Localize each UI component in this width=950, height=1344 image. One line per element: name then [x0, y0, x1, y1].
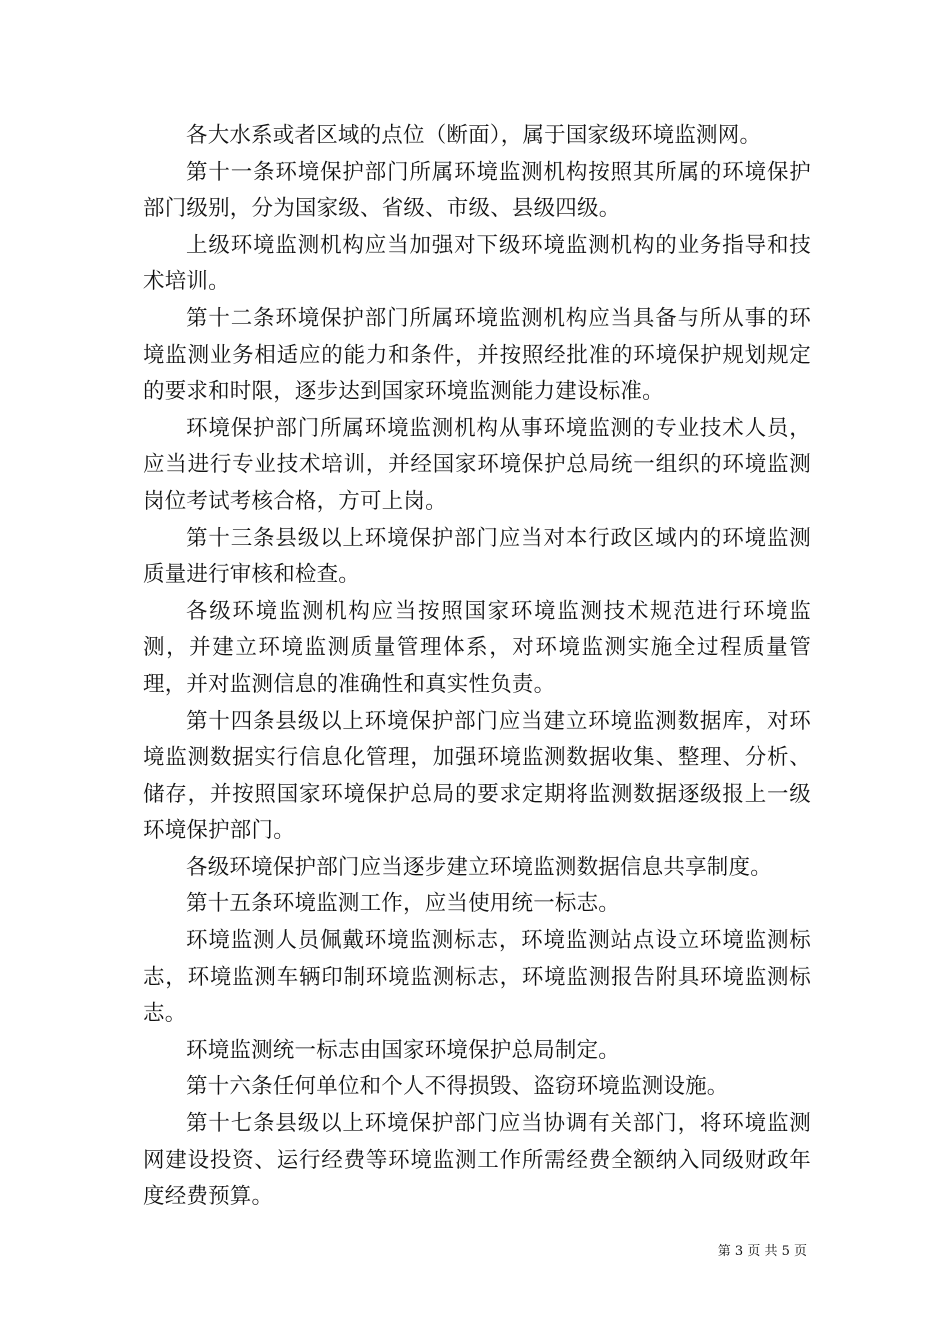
page-number-footer: 第 3 页 共 5 页: [717, 1244, 807, 1259]
paragraph-7: 各级环境监测机构应当按照国家环境监测技术规范进行环境监测，并建立环境监测质量管理体系，对环境监测实施全过程质量管理，并对监测信息的准确性和真实性负责。: [143, 598, 811, 697]
paragraph-3: 上级环境监测机构应当加强对下级环境监测机构的业务指导和技术培训。: [143, 232, 811, 295]
paragraph-13: 第十六条任何单位和个人不得损毁、盗窃环境监测设施。: [186, 1074, 729, 1100]
paragraph-10: 第十五条环境监测工作，应当使用统一标志。: [186, 891, 621, 917]
paragraph-8: 第十四条县级以上环境保护部门应当建立环境监测数据库，对环境监测数据实行信息化管理，加强环境监测数据收集、整理、分析、储存，并按照国家环境保护总局的要求定期将监测数据逐级报上一级环境保护部门。: [143, 708, 811, 844]
paragraph-14: 第十七条县级以上环境保护部门应当协调有关部门，将环境监测网建设投资、运行经费等环境监测工作所需经费全额纳入同级财政年度经费预算。: [143, 1111, 811, 1210]
paragraph-9: 各级环境保护部门应当逐步建立环境监测数据信息共享制度。: [186, 854, 772, 880]
paragraph-11: 环境监测人员佩戴环境监测标志，环境监测站点设立环境监测标志，环境监测车辆印制环境监测标志，环境监测报告附具环境监测标志。: [143, 928, 811, 1027]
paragraph-12: 环境监测统一标志由国家环境保护总局制定。: [186, 1037, 621, 1063]
paragraph-5: 环境保护部门所属环境监测机构从事环境监测的专业技术人员，应当进行专业技术培训，并经国家环境保护总局统一组织的环境监测岗位考试考核合格，方可上岗。: [143, 415, 811, 514]
document-body: [143, 118, 811, 1216]
paragraph-6: 第十三条县级以上环境保护部门应当对本行政区域内的环境监测质量进行审核和检查。: [143, 525, 811, 588]
paragraph-4: 第十二条环境保护部门所属环境监测机构应当具备与所从事的环境监测业务相适应的能力和条件，并按照经批准的环境保护规划规定的要求和时限，逐步达到国家环境监测能力建设标准。: [143, 305, 811, 405]
paragraph-2: 第十一条环境保护部门所属环境监测机构按照其所属的环境保护部门级别，分为国家级、省级、市级、县级四级。: [143, 159, 811, 222]
paragraph-1: 各大水系或者区域的点位（断面），属于国家级环境监测网。: [186, 123, 762, 148]
